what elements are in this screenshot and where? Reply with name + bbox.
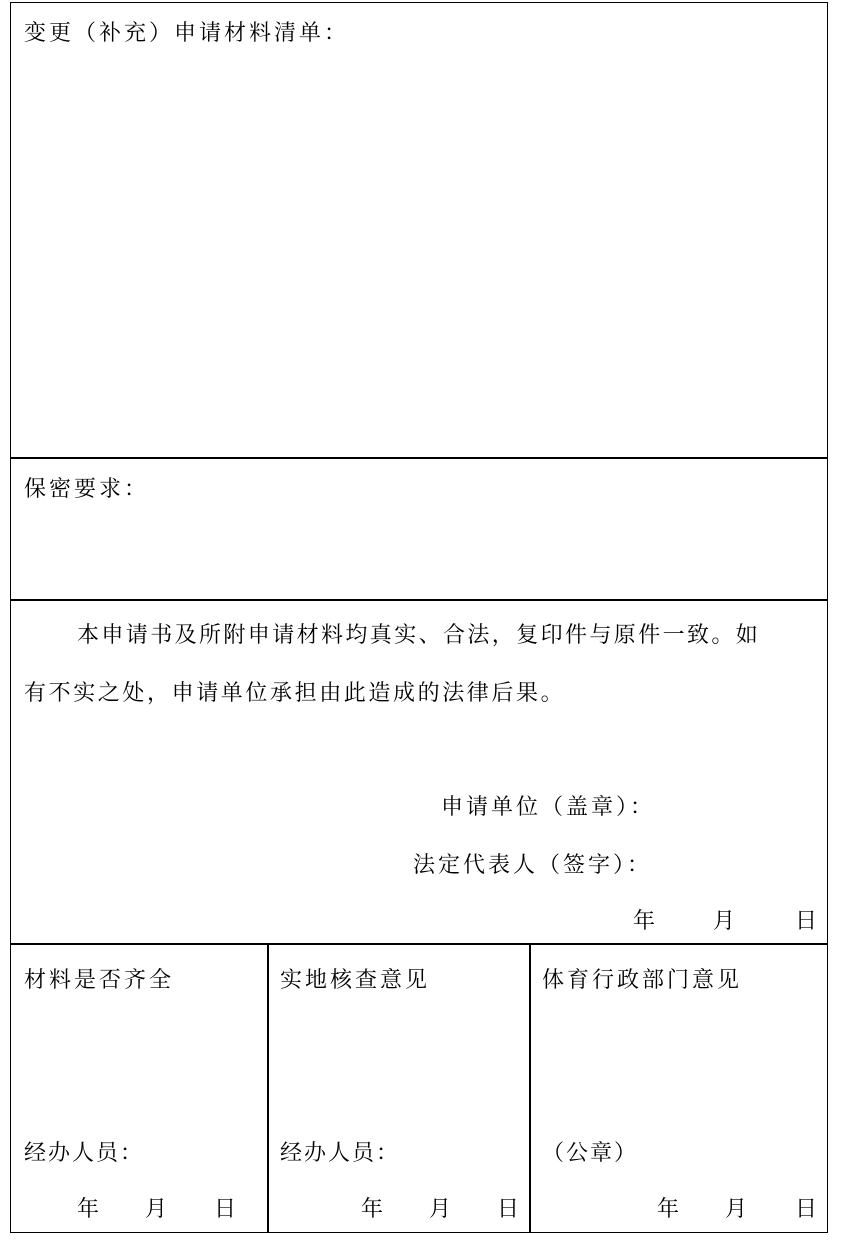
materials-list-area[interactable] bbox=[11, 53, 826, 453]
date-year: 年 bbox=[657, 1197, 680, 1222]
sports-dept-date bbox=[11, 1199, 826, 1223]
date-day: 日 bbox=[497, 1197, 520, 1222]
declaration-line-2: 有不实之处，申请单位承担由此造成的法律后果。 bbox=[24, 681, 566, 706]
application-form bbox=[10, 2, 828, 1233]
divider bbox=[11, 943, 827, 945]
signature-label: 法定代表人（签字）： bbox=[413, 853, 653, 878]
divider bbox=[11, 457, 827, 459]
date-month: 月 bbox=[713, 909, 736, 934]
declaration-date bbox=[11, 911, 826, 935]
onsite-handler-label: 经办人员： bbox=[280, 1141, 401, 1166]
onsite-inspection-title: 实地核查意见 bbox=[280, 968, 431, 993]
divider bbox=[267, 943, 269, 1232]
divider bbox=[11, 599, 827, 601]
date-year: 年 bbox=[77, 1197, 100, 1222]
date-year: 年 bbox=[633, 909, 656, 934]
seal-label: 申请单位（盖章）： bbox=[441, 795, 656, 820]
materials-complete-title: 材料是否齐全 bbox=[24, 968, 175, 993]
date-year: 年 bbox=[361, 1197, 384, 1222]
official-seal-label: （公章） bbox=[542, 1141, 639, 1166]
materials-list-label: 变更（补充）申请材料清单： bbox=[24, 21, 350, 46]
declaration-line-1: 本申请书及所附申请材料均真实、合法，复印件与原件一致。如 bbox=[77, 623, 761, 648]
date-month: 月 bbox=[145, 1197, 168, 1222]
confidentiality-label: 保密要求： bbox=[24, 477, 150, 502]
date-day: 日 bbox=[795, 1197, 818, 1222]
sports-dept-title: 体育行政部门意见 bbox=[542, 968, 743, 993]
confidentiality-area[interactable] bbox=[11, 508, 826, 596]
date-day: 日 bbox=[214, 1197, 237, 1222]
date-month: 月 bbox=[429, 1197, 452, 1222]
materials-handler-label: 经办人员： bbox=[24, 1141, 145, 1166]
date-month: 月 bbox=[725, 1197, 748, 1222]
date-day: 日 bbox=[795, 909, 818, 934]
divider bbox=[529, 943, 531, 1232]
